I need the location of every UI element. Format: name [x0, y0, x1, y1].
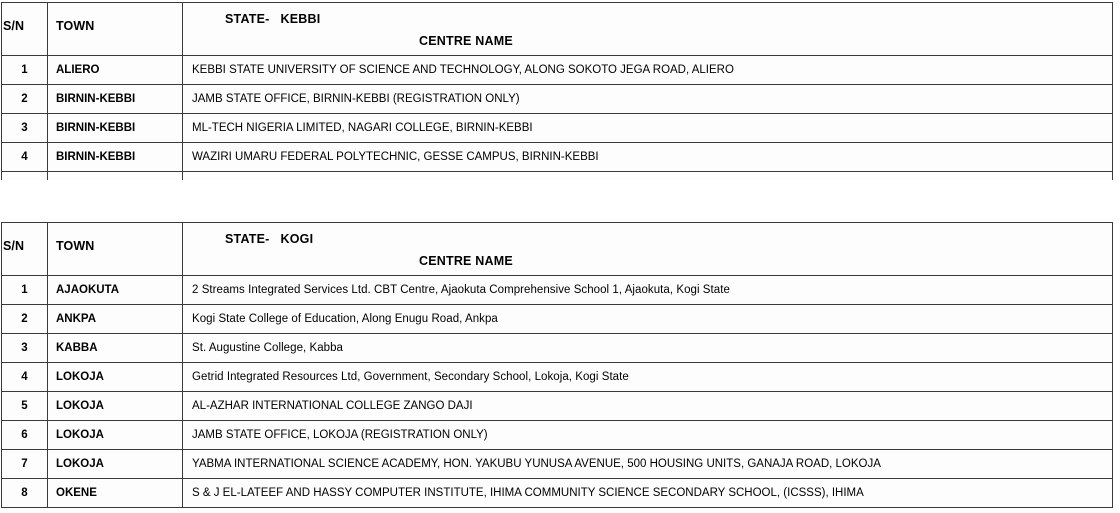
- table-row: [2, 305, 1113, 334]
- cell-town: ANKPA: [48, 305, 183, 334]
- cell-centre: Getrid Integrated Resources Ltd, Government, Secondary School, Lokoja, Kogi State: [183, 363, 1113, 392]
- cell-sn: 4: [2, 143, 48, 172]
- cell-town: LOKOJA: [48, 421, 183, 450]
- column-header-centre-label: CENTRE NAME: [419, 34, 513, 48]
- cell-centre: JAMB STATE OFFICE, LOKOJA (REGISTRATION ONLY): [183, 421, 1113, 450]
- cell-centre: 2 Streams Integrated Services Ltd. CBT Centre, Ajaokuta Comprehensive School 1, Ajaokuta, Kogi State: [183, 276, 1113, 305]
- state-title: STATE- KOGI: [225, 232, 314, 246]
- table-row: [2, 114, 1113, 143]
- table-row: [2, 334, 1113, 363]
- table-row: [2, 450, 1113, 479]
- column-header-centre: [183, 3, 1113, 56]
- table-row: [2, 56, 1113, 85]
- cell-sn: 5: [2, 392, 48, 421]
- state-centre-table-kogi: [1, 222, 1113, 508]
- cell-centre: KEBBI STATE UNIVERSITY OF SCIENCE AND TECHNOLOGY, ALONG SOKOTO JEGA ROAD, ALIERO: [183, 56, 1113, 85]
- cell-town: LOKOJA: [48, 363, 183, 392]
- cell-town: BIRNIN-KEBBI: [48, 143, 183, 172]
- cell-sn: 6: [2, 421, 48, 450]
- cell-town: LOKOJA: [48, 392, 183, 421]
- cell-town: AJAOKUTA: [48, 276, 183, 305]
- cell-centre-clipped: [183, 172, 1113, 181]
- cell-centre: S & J EL-LATEEF AND HASSY COMPUTER INSTITUTE, IHIMA COMMUNITY SCIENCE SECONDARY SCHOOL, (ICSSS), IHIMA: [183, 479, 1113, 508]
- table-row: [2, 143, 1113, 172]
- table-header-row: [2, 3, 1113, 56]
- cell-sn: 7: [2, 450, 48, 479]
- cell-town-clipped: [48, 172, 183, 181]
- column-header-sn: [2, 3, 48, 56]
- column-header-sn: [2, 223, 48, 276]
- cell-sn: 2: [2, 85, 48, 114]
- cell-sn: 3: [2, 334, 48, 363]
- table-header-row: [2, 223, 1113, 276]
- cell-town: OKENE: [48, 479, 183, 508]
- table-row: [2, 276, 1113, 305]
- cell-centre: ML-TECH NIGERIA LIMITED, NAGARI COLLEGE, BIRNIN-KEBBI: [183, 114, 1113, 143]
- cell-centre: YABMA INTERNATIONAL SCIENCE ACADEMY, HON. YAKUBU YUNUSA AVENUE, 500 HOUSING UNITS, GANAJA ROAD, LOKOJA: [183, 450, 1113, 479]
- cell-sn: 2: [2, 305, 48, 334]
- column-header-town-label: TOWN: [56, 238, 95, 253]
- state-centre-table-kebbi: [1, 2, 1113, 180]
- table-row: [2, 363, 1113, 392]
- cell-sn: 1: [2, 276, 48, 305]
- cell-town: BIRNIN-KEBBI: [48, 114, 183, 143]
- table-row-clipped: [2, 172, 1113, 181]
- table-row: [2, 85, 1113, 114]
- cell-centre: Kogi State College of Education, Along Enugu Road, Ankpa: [183, 305, 1113, 334]
- table-row: [2, 392, 1113, 421]
- column-header-town: [48, 3, 183, 56]
- cell-sn: 3: [2, 114, 48, 143]
- cell-centre: AL-AZHAR INTERNATIONAL COLLEGE ZANGO DAJI: [183, 392, 1113, 421]
- cell-sn-clipped: [2, 172, 48, 181]
- state-title: STATE- KEBBI: [225, 12, 321, 26]
- cell-centre: WAZIRI UMARU FEDERAL POLYTECHNIC, GESSE CAMPUS, BIRNIN-KEBBI: [183, 143, 1113, 172]
- cell-centre: JAMB STATE OFFICE, BIRNIN-KEBBI (REGISTRATION ONLY): [183, 85, 1113, 114]
- cell-centre: St. Augustine College, Kabba: [183, 334, 1113, 363]
- cell-town: ALIERO: [48, 56, 183, 85]
- column-header-centre: [183, 223, 1113, 276]
- column-header-town-label: TOWN: [56, 18, 95, 33]
- table-row: [2, 421, 1113, 450]
- table-row: [2, 479, 1113, 508]
- column-header-centre-label: CENTRE NAME: [419, 254, 513, 268]
- cell-town: BIRNIN-KEBBI: [48, 85, 183, 114]
- column-header-sn-label: S/N: [3, 238, 25, 253]
- cell-town: LOKOJA: [48, 450, 183, 479]
- cell-sn: 4: [2, 363, 48, 392]
- column-header-sn-label: S/N: [3, 18, 25, 33]
- cell-sn: 8: [2, 479, 48, 508]
- cell-town: KABBA: [48, 334, 183, 363]
- cell-sn: 1: [2, 56, 48, 85]
- column-header-town: [48, 223, 183, 276]
